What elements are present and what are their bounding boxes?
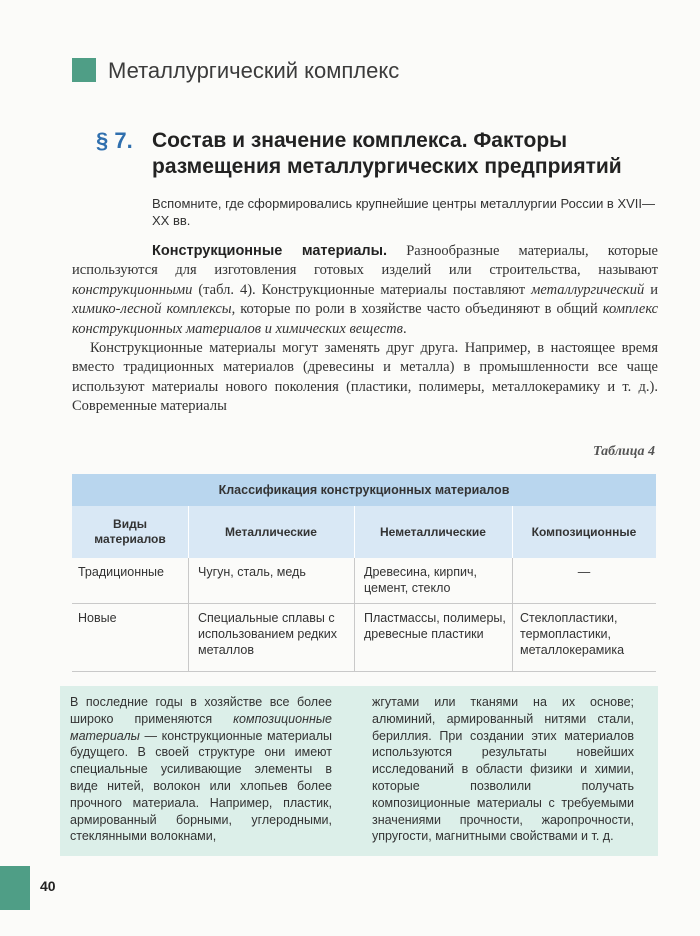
info-box: [60, 686, 658, 856]
body-text: [72, 242, 658, 417]
table-caption: Таблица 4: [593, 444, 655, 459]
recall-question: Вспомните, где сформировались крупнейшие центры металлургии России в XVII—XX вв.: [152, 196, 656, 228]
table-divider: [188, 506, 189, 558]
section-title: Металлургический комплекс: [108, 58, 400, 83]
table-header-cell: Металлические: [225, 524, 317, 539]
text-run: .: [402, 320, 407, 337]
text-run: — конструкционные материалы будущего. В своей структуре они имеют специальные усиливающие элементы в виде нитей, волокон или хлопьев более прочного материала. Например, пластик, армированный борными, углеродными, стеклянными волокнами,: [70, 728, 332, 844]
lead-term: Конструкционные материалы.: [152, 243, 388, 259]
body-paragraph-2: Конструкционные материалы могут заменять друг друга. Например, в настоящее время вместо традиционных материалов (древесины и металла) в промышленности все чаще используют материалы нового поколения (пластики, полимеры, металлокерамику и т. д.). Современные материалы: [72, 340, 658, 415]
info-box-right-column: жгутами или тканями на их основе; алюминий, армированный нитями стали, бериллия. При создании этих материалов используются результаты новейших исследований в области физики и химии, которые позволили получать композиционные материалы с требуемыми значениями прочности, жаропрочности, упругости, магнитными свойствами и т. д.: [372, 695, 634, 844]
paragraph-title: [152, 128, 652, 180]
table-header-cell: Виды материалов: [94, 517, 166, 546]
emphasis-term: композиционные материалы: [70, 711, 332, 743]
table-header-cell: Композиционные: [531, 524, 637, 539]
table-cell: Стеклопластики, термопластики, металлокерамика: [520, 611, 625, 657]
paragraph-title-line: Состав и значение комплекса. Факторы: [152, 129, 568, 152]
emphasis-term: конструкционными: [72, 281, 193, 298]
table-cell: Пластмассы, полимеры, древесные пластики: [364, 611, 506, 641]
table-divider: [354, 506, 355, 558]
table-header-row: [72, 506, 656, 558]
table-title: Классификация конструкционных материалов: [72, 474, 656, 506]
text-run: Разнообразные материалы, которые используются для изготовления готовых изделий или строительства, называют: [72, 243, 658, 279]
emphasis-term: комплекс конструкционных материалов и химических веществ: [72, 301, 659, 337]
table-cell: Древесина, кирпич, цемент, стекло: [364, 565, 477, 595]
paragraph-number: § 7.: [96, 128, 133, 153]
emphasis-term: химико-лесной комплексы: [72, 301, 232, 318]
info-box-left-column: [70, 694, 332, 845]
table-cell: Новые: [78, 611, 117, 625]
table-header-cell: Неметаллические: [380, 524, 486, 539]
text-run: и: [644, 281, 658, 298]
table-divider: [354, 558, 355, 672]
table-cell: —: [577, 565, 591, 579]
paragraph-title-line: размещения металлургических предприятий: [152, 155, 622, 178]
table-cell: Чугун, сталь, медь: [198, 565, 306, 579]
table-divider: [512, 558, 513, 672]
page-corner-marker: [0, 866, 30, 910]
text-run: , которые по роли в хозяйстве часто объединяют в общий: [231, 301, 603, 318]
page-number: 40: [40, 878, 56, 894]
table-row: [72, 558, 656, 604]
text-run: (табл. 4). Конструкционные материалы поставляют: [192, 281, 532, 298]
text-run: В последние годы в хозяйстве все более широко применяются: [70, 695, 332, 726]
table-cell: Традиционные: [78, 565, 164, 579]
table-divider: [188, 558, 189, 672]
classification-table: [72, 474, 656, 672]
table-cell: Специальные сплавы с использованием редких металлов: [198, 611, 338, 657]
table-divider: [512, 506, 513, 558]
section-marker-square: [72, 58, 96, 82]
body-paragraph-1: [72, 242, 658, 339]
table-row: [72, 604, 656, 672]
emphasis-term: металлургический: [531, 281, 645, 298]
